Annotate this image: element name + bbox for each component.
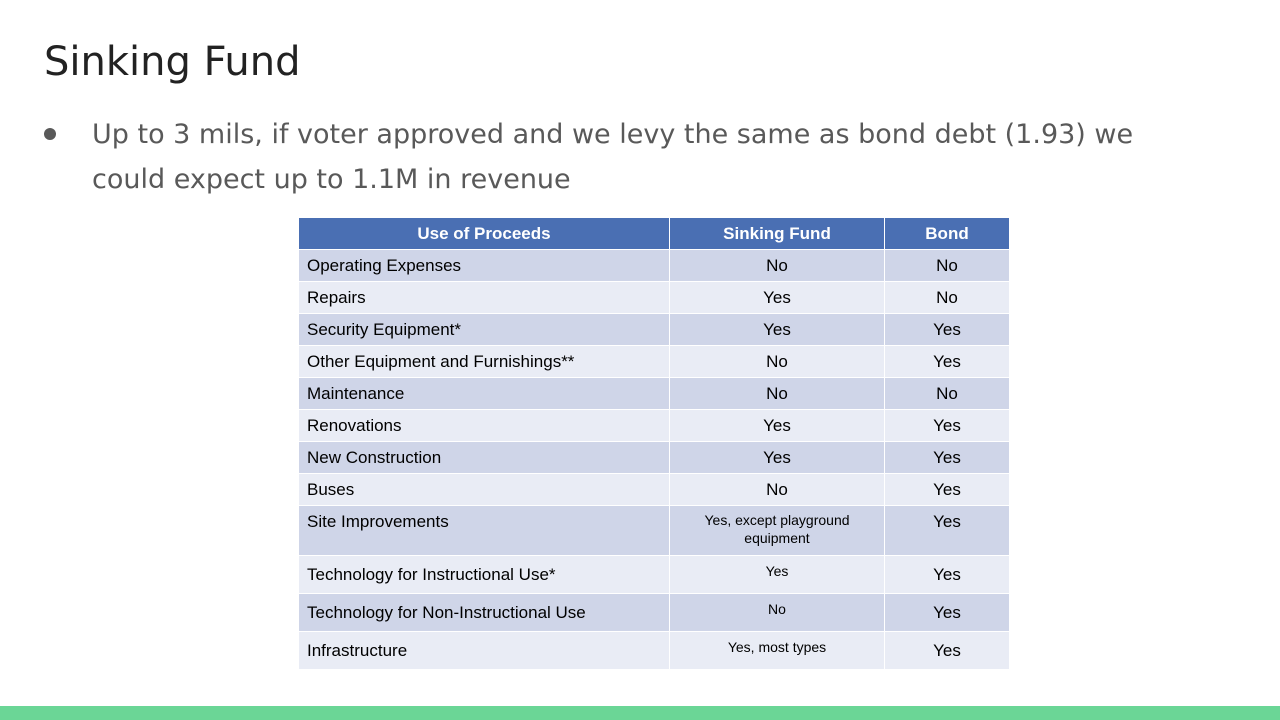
use-cell: Technology for Non-Instructional Use: [299, 594, 670, 632]
bond-cell: No: [885, 378, 1010, 410]
header-sinking-fund: Sinking Fund: [670, 218, 885, 250]
table-row: [299, 474, 1010, 506]
bond-cell: Yes: [885, 474, 1010, 506]
use-cell: Maintenance: [299, 378, 670, 410]
use-cell: Site Improvements: [299, 506, 670, 556]
bond-cell: Yes: [885, 506, 1010, 556]
header-bond: Bond: [885, 218, 1010, 250]
bullet-text: Up to 3 mils, if voter approved and we levy the same as bond debt (1.93) we could expect up to 1.1M in revenue: [92, 119, 1134, 195]
bullet-dot-icon: [44, 128, 56, 140]
use-cell: Other Equipment and Furnishings**: [299, 346, 670, 378]
sinking-fund-cell: Yes: [670, 314, 885, 346]
sinking-fund-cell: Yes, except playground equipment: [670, 506, 885, 556]
sinking-fund-cell: No: [670, 346, 885, 378]
use-cell: Buses: [299, 474, 670, 506]
sinking-fund-cell: Yes: [670, 556, 885, 594]
bond-cell: Yes: [885, 594, 1010, 632]
sinking-fund-cell: No: [670, 594, 885, 632]
proceeds-table: [298, 217, 1010, 670]
sinking-fund-cell: No: [670, 474, 885, 506]
bullet-list: [44, 112, 1184, 202]
table-row: [299, 442, 1010, 474]
table-row: [299, 378, 1010, 410]
use-cell: Operating Expenses: [299, 250, 670, 282]
table-row: [299, 410, 1010, 442]
bond-cell: Yes: [885, 442, 1010, 474]
sinking-fund-cell: No: [670, 250, 885, 282]
table-row: [299, 314, 1010, 346]
sinking-fund-cell: Yes: [670, 282, 885, 314]
sinking-fund-cell: Yes: [670, 410, 885, 442]
table-row: [299, 632, 1010, 670]
sinking-fund-cell: No: [670, 378, 885, 410]
use-cell: Security Equipment*: [299, 314, 670, 346]
slide-title: Sinking Fund: [44, 39, 301, 85]
bond-cell: No: [885, 250, 1010, 282]
bond-cell: Yes: [885, 556, 1010, 594]
bond-cell: Yes: [885, 314, 1010, 346]
footer-accent-bar: [0, 706, 1280, 720]
bond-cell: Yes: [885, 410, 1010, 442]
use-cell: Infrastructure: [299, 632, 670, 670]
sinking-fund-cell: Yes, most types: [670, 632, 885, 670]
table-row: [299, 556, 1010, 594]
bond-cell: Yes: [885, 346, 1010, 378]
table-header-row: [299, 218, 1010, 250]
bond-cell: No: [885, 282, 1010, 314]
table-row: [299, 594, 1010, 632]
table-row: [299, 346, 1010, 378]
table-row: [299, 282, 1010, 314]
header-use-of-proceeds: Use of Proceeds: [299, 218, 670, 250]
table-row: [299, 506, 1010, 556]
bullet-item: [44, 112, 1184, 202]
use-cell: Repairs: [299, 282, 670, 314]
sinking-fund-cell: Yes: [670, 442, 885, 474]
use-cell: Renovations: [299, 410, 670, 442]
use-cell: New Construction: [299, 442, 670, 474]
table-row: [299, 250, 1010, 282]
use-cell: Technology for Instructional Use*: [299, 556, 670, 594]
bond-cell: Yes: [885, 632, 1010, 670]
